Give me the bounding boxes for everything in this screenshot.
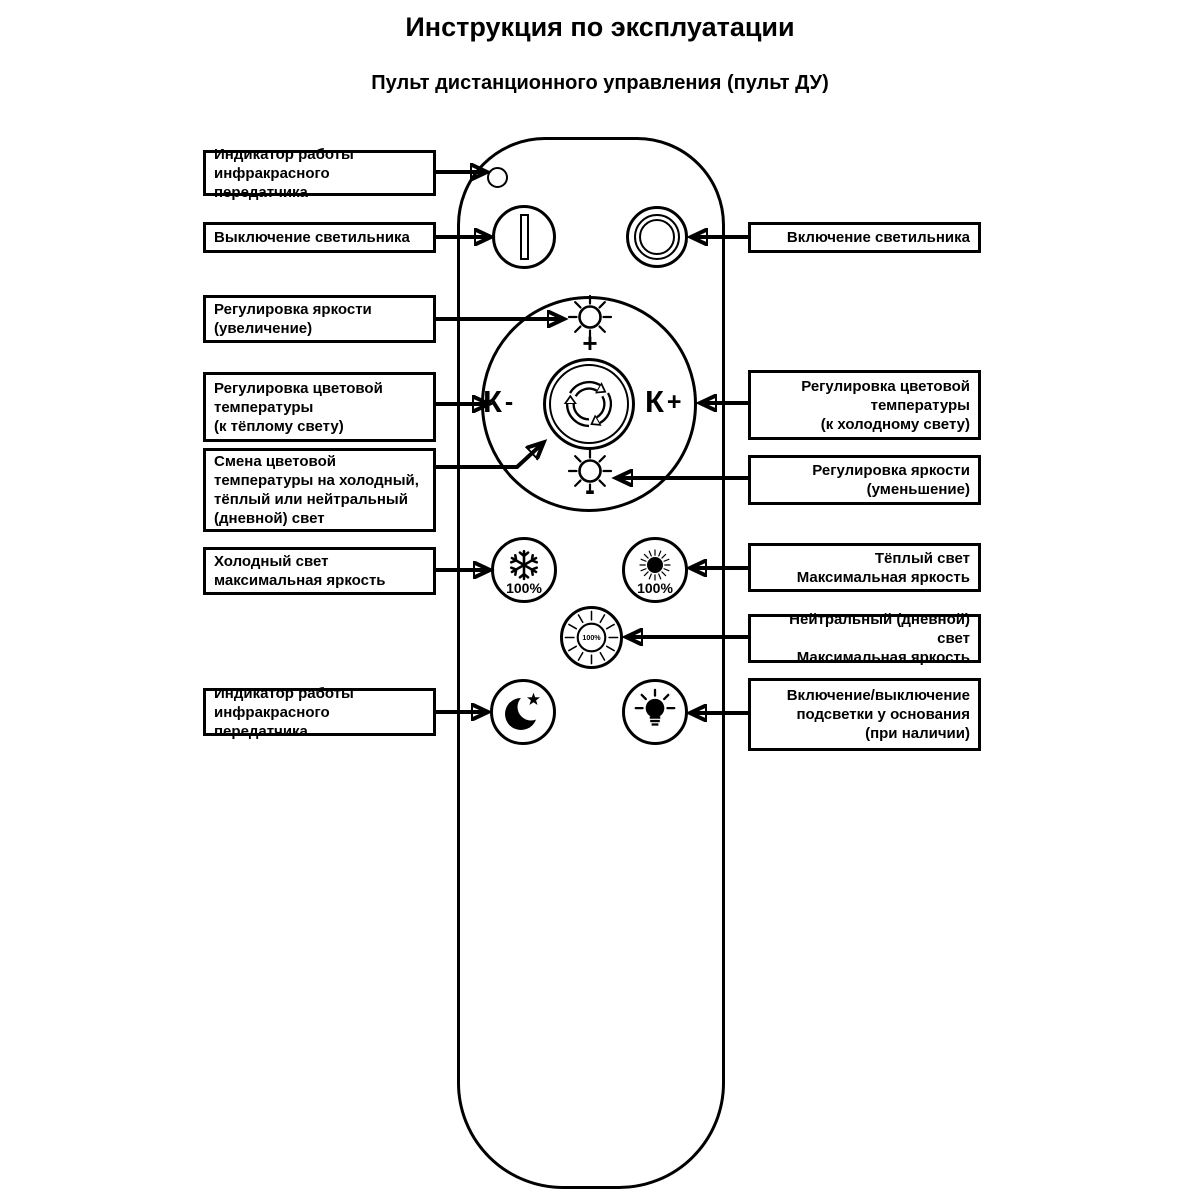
callout-line: Индикатор работы bbox=[214, 684, 354, 702]
moon-star-icon bbox=[499, 688, 547, 736]
power-off-button[interactable] bbox=[492, 205, 556, 269]
percent-label: 100% bbox=[506, 579, 542, 596]
k-plus-button[interactable]: К + bbox=[645, 384, 682, 419]
callout-line: максимальная яркость bbox=[214, 572, 386, 589]
callout-power-on bbox=[748, 222, 981, 253]
callout-ir-indicator bbox=[203, 145, 436, 201]
night-mode-button[interactable] bbox=[490, 679, 556, 745]
callout-brightness-up bbox=[203, 295, 436, 343]
callout-line: инфракрасного передатчика bbox=[214, 164, 330, 201]
color-cycle-button[interactable] bbox=[543, 358, 635, 450]
callout-line: тёплый или нейтральный bbox=[214, 491, 408, 508]
callout-warm-max bbox=[748, 543, 981, 592]
power-on-button[interactable] bbox=[626, 206, 688, 268]
page-title: Инструкция по эксплуатации bbox=[405, 12, 795, 42]
callout-temp-cold bbox=[748, 370, 981, 440]
callout-line: Регулировка яркости bbox=[214, 301, 372, 318]
callout-line: Тёплый свет bbox=[874, 549, 970, 567]
callout-line: Регулировка цветовой bbox=[801, 377, 970, 395]
callout-line: температуры bbox=[214, 398, 314, 416]
callout-temp-warm bbox=[203, 372, 436, 442]
backlight-button[interactable] bbox=[622, 679, 688, 745]
cold-max-button[interactable] bbox=[491, 537, 557, 603]
callout-line: температуры bbox=[870, 396, 970, 414]
concentric-rings-icon bbox=[634, 214, 680, 260]
bulb-icon bbox=[630, 687, 680, 737]
callout-line: Включение светильника bbox=[786, 229, 970, 246]
page-subtitle: Пульт дистанционного управления (пульт ДУ) bbox=[371, 72, 829, 94]
callout-line: Смена цветовой bbox=[214, 453, 336, 470]
callout-line: (увеличение) bbox=[214, 320, 313, 337]
k-minus-button[interactable]: К - bbox=[483, 384, 514, 419]
percent-label: 100% bbox=[637, 579, 673, 596]
callout-line: Выключение светильника bbox=[214, 229, 410, 246]
brightness-down-sign: - bbox=[585, 474, 595, 507]
callout-line: (к тёплому свету) bbox=[214, 417, 344, 435]
callout-line: (к холодному свету) bbox=[820, 415, 970, 433]
callout-brightness-down bbox=[748, 455, 981, 505]
callout-line: (дневной) свет bbox=[214, 510, 325, 527]
callout-temp-cycle bbox=[203, 448, 436, 532]
snowflake-icon bbox=[508, 549, 540, 581]
percent-label: 100% bbox=[582, 634, 601, 643]
callout-line: Нейтральный (дневной) свет bbox=[789, 611, 970, 647]
callout-line: (уменьшение) bbox=[866, 481, 970, 498]
vertical-bar-icon bbox=[520, 214, 529, 260]
callout-line: температуры на холодный, bbox=[214, 472, 419, 489]
callout-line: подсветки у основания bbox=[796, 706, 970, 723]
callout-line: Включение/выключение bbox=[786, 687, 970, 704]
callout-line: инфракрасного передатчика bbox=[214, 703, 330, 740]
brightness-up-sign: + bbox=[582, 328, 598, 358]
callout-cold-max bbox=[203, 547, 436, 595]
callout-line: Индикатор работы bbox=[214, 145, 354, 163]
callout-neutral-max bbox=[748, 611, 981, 666]
callout-line: Максимальная яркость bbox=[796, 649, 970, 666]
callout-backlight bbox=[748, 678, 981, 751]
sun-filled-icon bbox=[638, 549, 672, 581]
sun-outline-rays-icon bbox=[563, 609, 620, 666]
cycle-arrows-icon bbox=[561, 376, 617, 432]
ir-led-indicator bbox=[487, 167, 508, 188]
callout-line: Регулировка яркости bbox=[812, 462, 970, 479]
callout-line: (при наличии) bbox=[865, 725, 970, 742]
warm-max-button[interactable] bbox=[622, 537, 688, 603]
callout-line: Регулировка цветовой bbox=[214, 379, 383, 397]
callout-line: Холодный свет bbox=[214, 553, 329, 570]
callout-power-off bbox=[203, 222, 436, 253]
callout-line: Максимальная яркость bbox=[796, 568, 970, 586]
callout-ir-indicator-2 bbox=[203, 684, 436, 740]
neutral-max-button[interactable] bbox=[560, 606, 623, 669]
